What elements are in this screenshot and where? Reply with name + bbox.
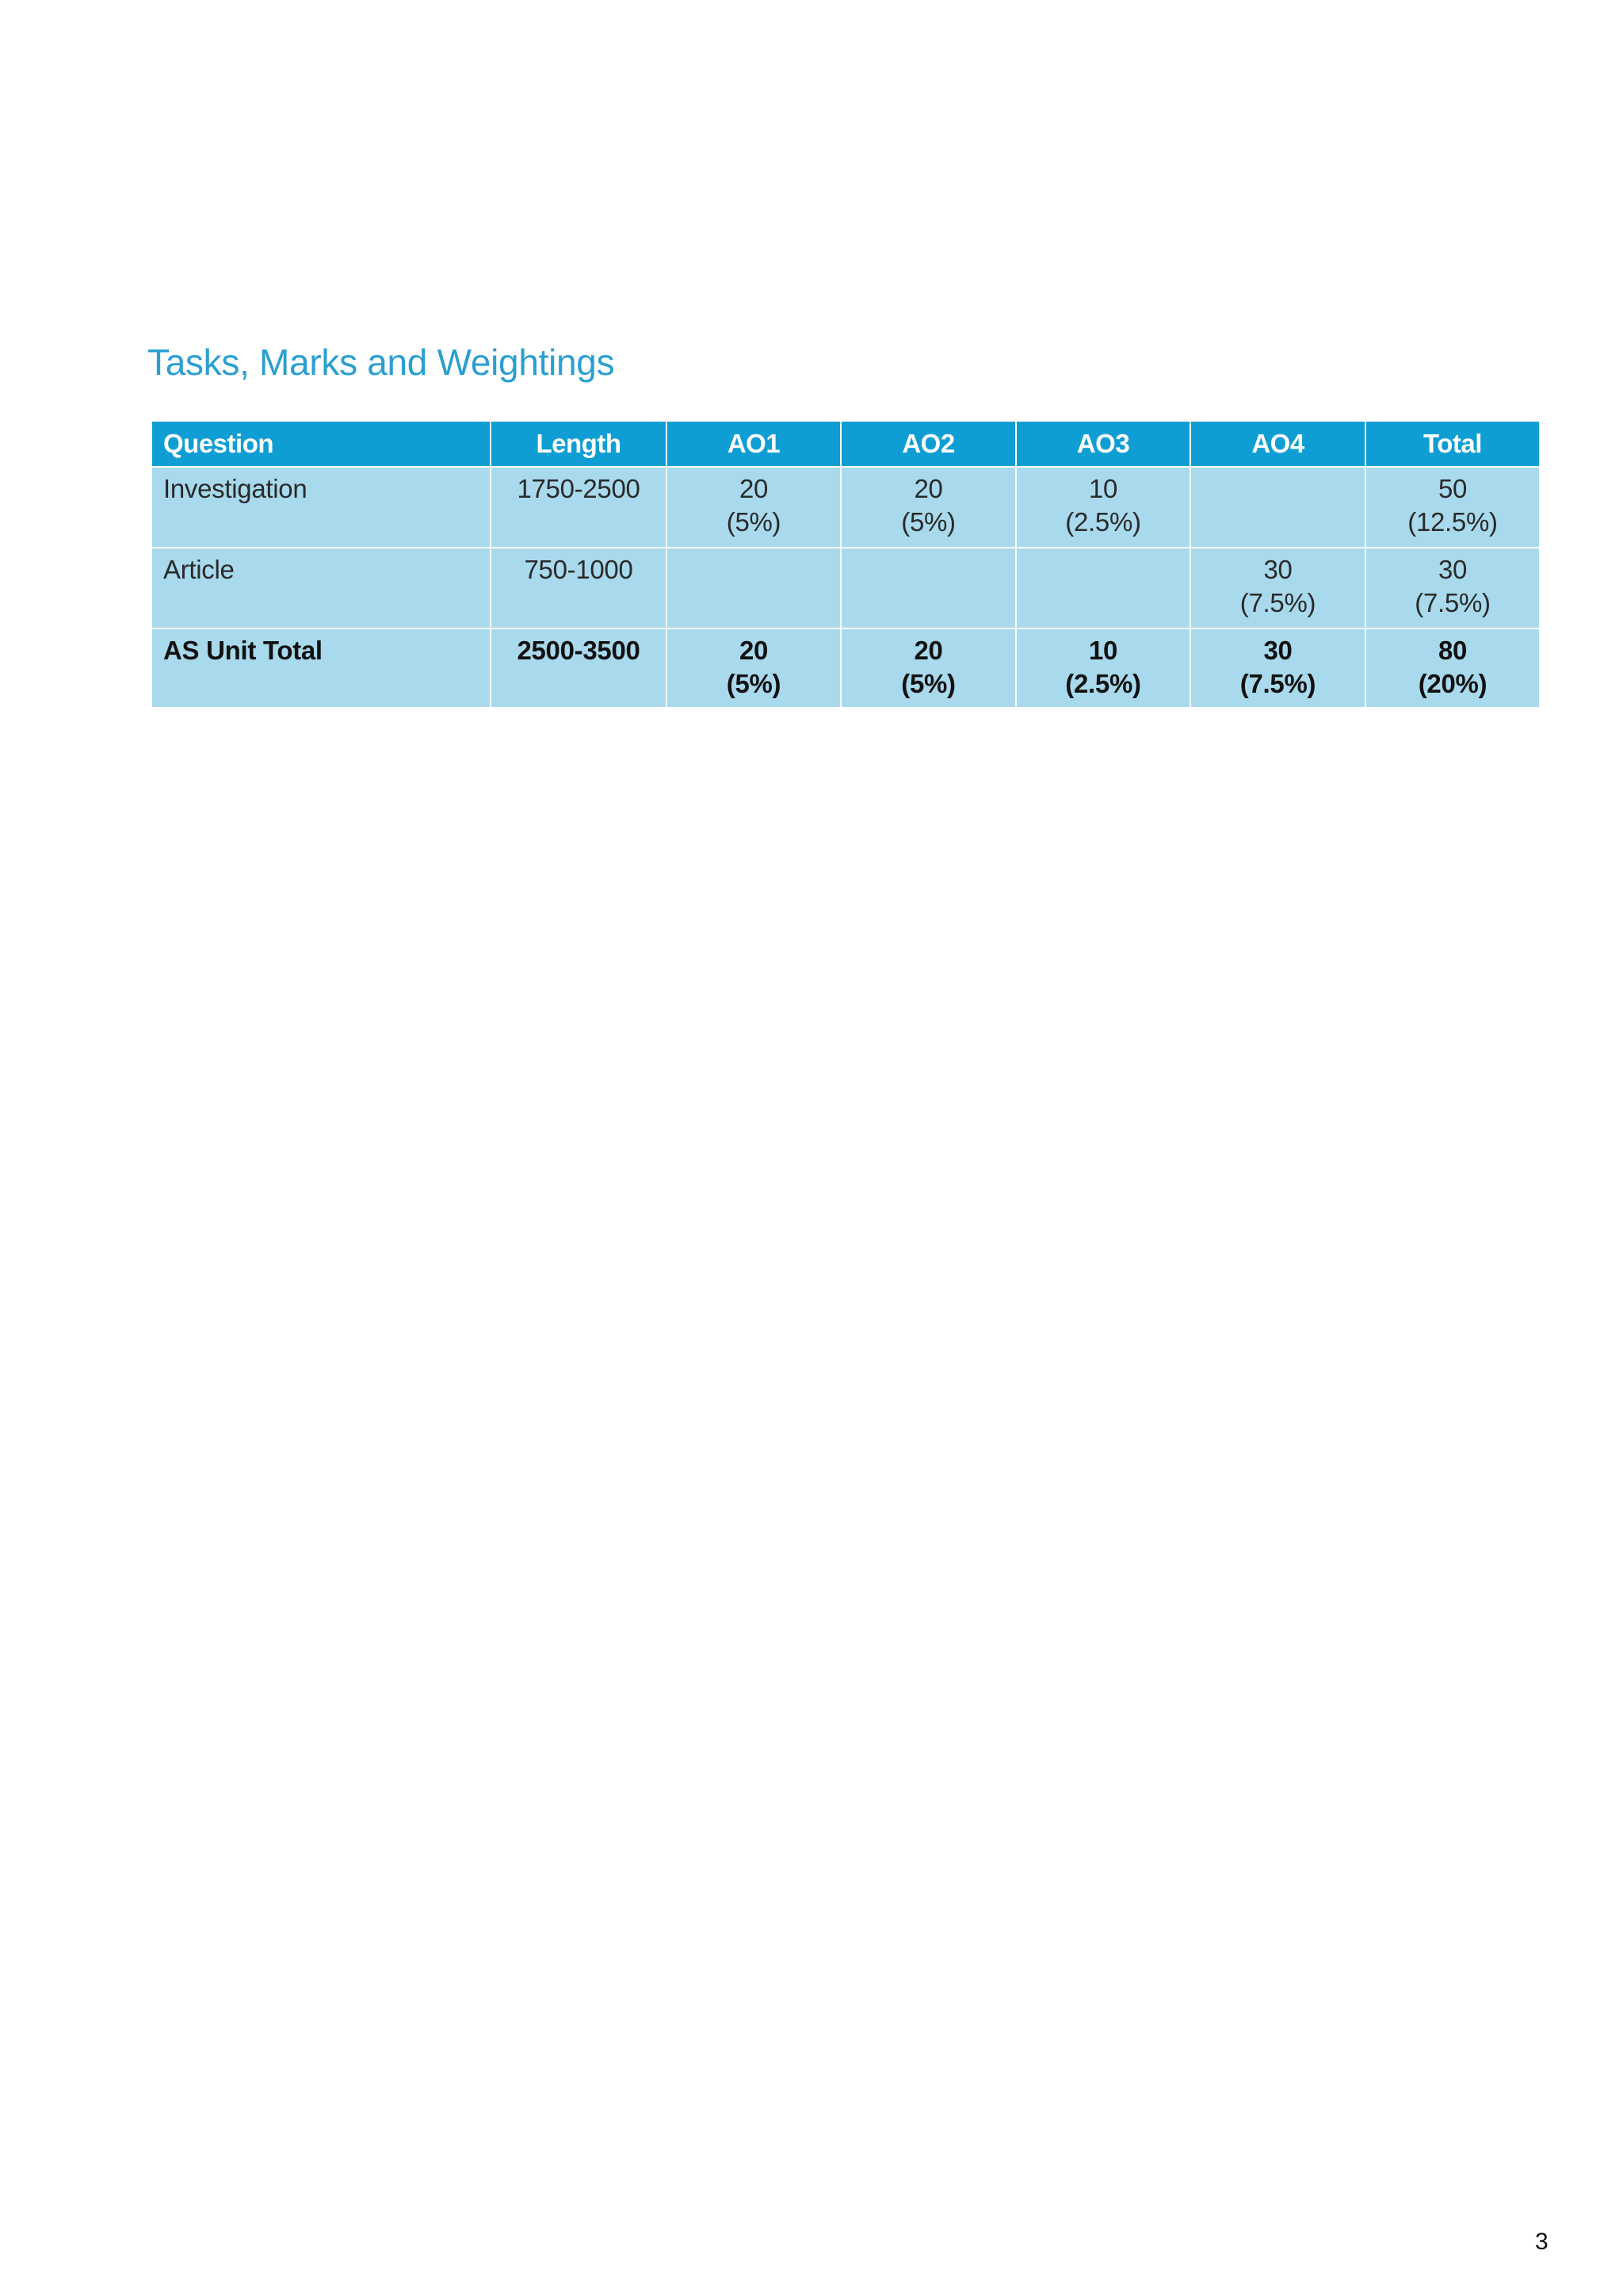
cell-length-text: 1750-2500 xyxy=(517,474,640,503)
section-title: Tasks, Marks and Weightings xyxy=(147,342,615,383)
cell-question-text: AS Unit Total xyxy=(163,636,323,665)
cell-ao3 xyxy=(1016,548,1190,628)
total-marks: 50 xyxy=(1438,474,1468,503)
table-row-unit-total xyxy=(151,628,1540,708)
cell-ao4 xyxy=(1190,548,1365,628)
total-weight: (7.5%) xyxy=(1415,588,1491,617)
header-ao4: AO4 xyxy=(1190,421,1365,467)
header-ao1: AO1 xyxy=(666,421,841,467)
cell-length-text: 750-1000 xyxy=(524,555,633,584)
cell-ao2 xyxy=(841,467,1016,548)
header-question: Question xyxy=(151,421,491,467)
total-weight: (20%) xyxy=(1418,669,1487,698)
cell-question xyxy=(151,628,491,708)
tasks-marks-weightings-table xyxy=(151,420,1541,709)
cell-ao3 xyxy=(1016,628,1190,708)
table-row-investigation xyxy=(151,467,1540,548)
total-weight: (12.5%) xyxy=(1407,507,1498,537)
ao2-weight: (5%) xyxy=(901,507,956,537)
ao1-weight: (5%) xyxy=(726,507,781,537)
ao1-marks: 20 xyxy=(739,474,769,503)
cell-question-text: Investigation xyxy=(163,474,307,503)
cell-question xyxy=(151,548,491,628)
ao2-marks: 20 xyxy=(914,474,943,503)
header-length: Length xyxy=(491,421,666,467)
header-ao2: AO2 xyxy=(841,421,1016,467)
total-marks: 80 xyxy=(1438,636,1468,665)
ao4-marks: 30 xyxy=(1263,555,1293,584)
cell-ao2 xyxy=(841,548,1016,628)
ao4-weight: (7.5%) xyxy=(1239,588,1316,617)
cell-total xyxy=(1365,548,1540,628)
cell-length xyxy=(491,548,666,628)
ao3-marks: 10 xyxy=(1088,636,1118,665)
header-ao3: AO3 xyxy=(1016,421,1190,467)
cell-ao1 xyxy=(666,628,841,708)
header-total: Total xyxy=(1365,421,1540,467)
ao2-weight: (5%) xyxy=(901,669,956,698)
cell-ao4 xyxy=(1190,467,1365,548)
ao4-weight: (7.5%) xyxy=(1239,669,1316,698)
cell-length-text: 2500-3500 xyxy=(517,636,640,665)
table-header-row xyxy=(151,421,1540,467)
cell-ao3 xyxy=(1016,467,1190,548)
cell-ao2 xyxy=(841,628,1016,708)
ao3-marks: 10 xyxy=(1088,474,1118,503)
page-number: 3 xyxy=(1535,2229,1549,2255)
cell-ao1 xyxy=(666,548,841,628)
cell-total xyxy=(1365,467,1540,548)
cell-ao1 xyxy=(666,467,841,548)
ao3-weight: (2.5%) xyxy=(1065,669,1141,698)
ao1-marks: 20 xyxy=(739,636,769,665)
table-row-article xyxy=(151,548,1540,628)
cell-ao4 xyxy=(1190,628,1365,708)
cell-length xyxy=(491,467,666,548)
cell-length xyxy=(491,628,666,708)
cell-question-text: Article xyxy=(163,555,235,584)
ao2-marks: 20 xyxy=(914,636,943,665)
total-marks: 30 xyxy=(1438,555,1468,584)
cell-total xyxy=(1365,628,1540,708)
ao3-weight: (2.5%) xyxy=(1065,507,1141,537)
cell-question xyxy=(151,467,491,548)
ao1-weight: (5%) xyxy=(726,669,781,698)
ao4-marks: 30 xyxy=(1263,636,1293,665)
